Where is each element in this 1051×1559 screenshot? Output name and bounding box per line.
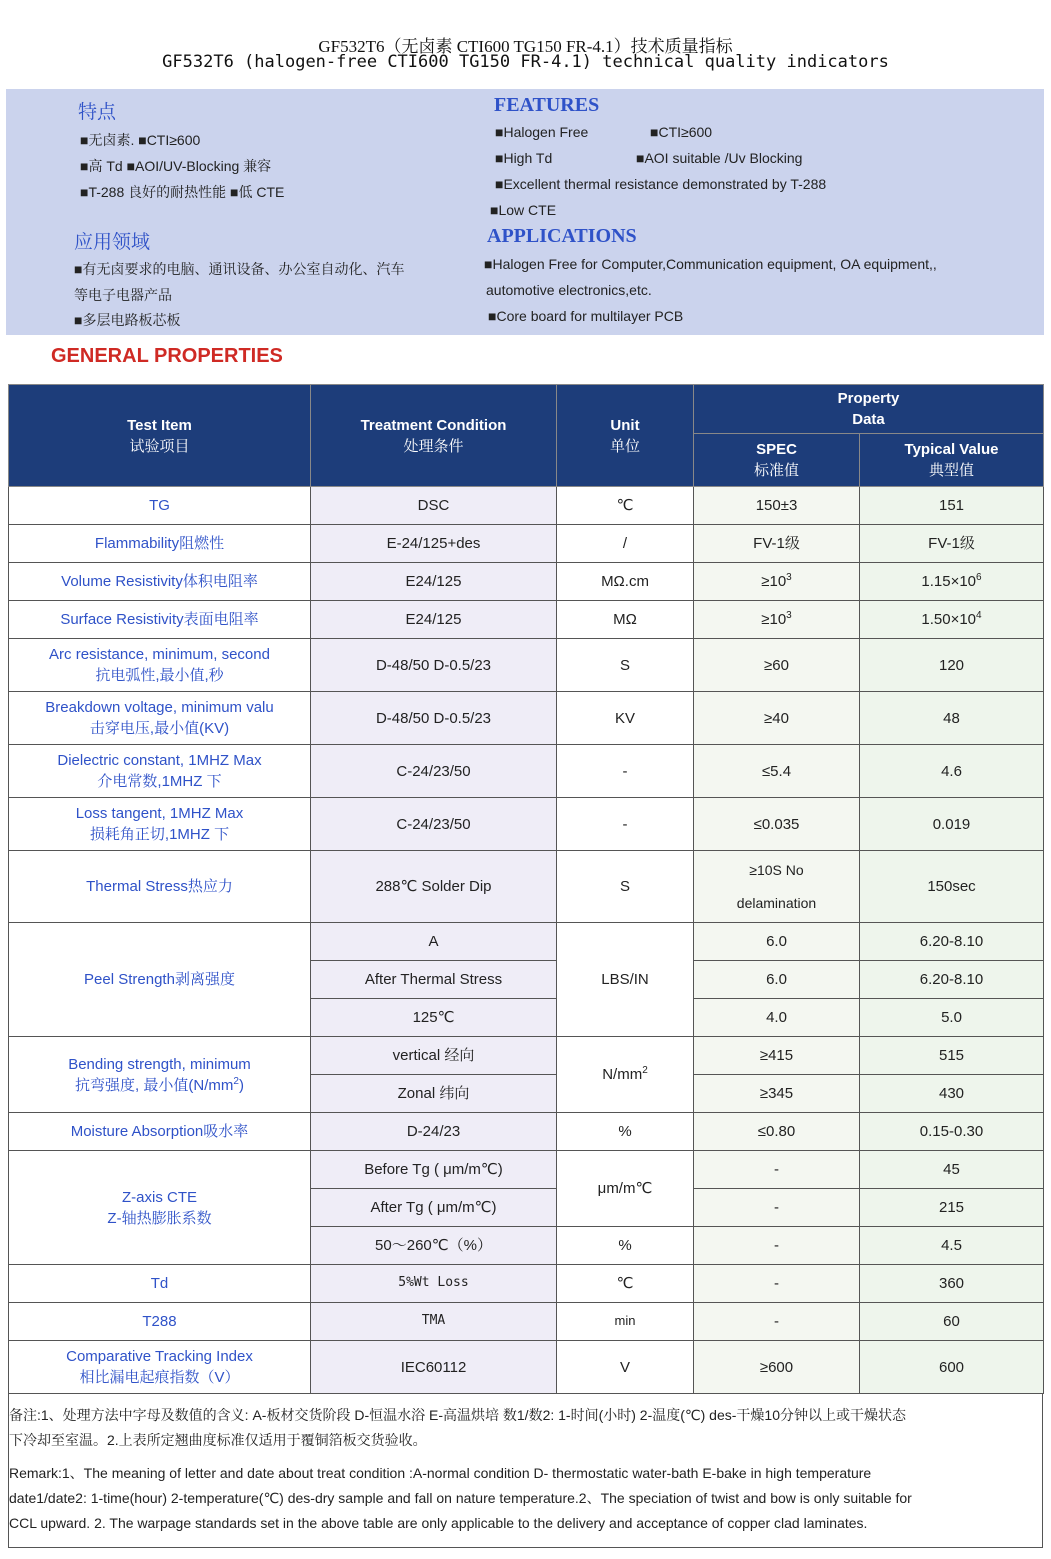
remark-en-line: date1/date2: 1-time(hour) 2-temperature(℃) des-dry sample and fall on nature temperature.2、The speciation of twist and bow is only suitable for <box>9 1490 912 1506</box>
cell-item: Arc resistance, minimum, second 抗电弧性,最小值,秒 <box>9 639 311 692</box>
cell-typical: 4.5 <box>860 1227 1044 1265</box>
cell-typical: 60 <box>860 1303 1044 1341</box>
cell-spec: ≥415 <box>694 1037 860 1075</box>
table-row <box>9 692 1044 745</box>
cell-unit: / <box>557 525 694 563</box>
table-row <box>9 1265 1044 1303</box>
header-unit: Unit 单位 <box>557 385 694 487</box>
features-en-item: ■AOI suitable /Uv Blocking <box>636 150 803 166</box>
cell-condition: E-24/125+des <box>311 525 557 563</box>
remark-en-line: CCL upward. 2. The warpage standards set in the above table are only applicable to the delivery and acceptance of copper clad laminates. <box>9 1515 868 1531</box>
cell-unit: MΩ <box>557 601 694 639</box>
cell-spec: - <box>694 1303 860 1341</box>
cell-condition: DSC <box>311 487 557 525</box>
features-en-item: ■Halogen Free <box>495 124 589 140</box>
cell-spec: - <box>694 1227 860 1265</box>
cell-typical: 4.6 <box>860 745 1044 798</box>
cell-unit: % <box>557 1113 694 1151</box>
cell-condition: TMA <box>311 1303 557 1341</box>
cell-item: Comparative Tracking Index 相比漏电起痕指数（V） <box>9 1341 311 1394</box>
cell-condition: 125℃ <box>311 999 557 1037</box>
cell-typical: 0.15-0.30 <box>860 1113 1044 1151</box>
features-en-item: ■Excellent thermal resistance demonstrated by T-288 <box>495 176 827 192</box>
header-property-data: Property Data <box>694 385 1044 434</box>
features-en-item: ■High Td <box>495 150 553 166</box>
header-test-item: Test Item 试验项目 <box>9 385 311 487</box>
cell-spec: $\ge 10^3$ <box>694 563 860 601</box>
cell-condition: D-48/50 D-0.5/23 <box>311 692 557 745</box>
cell-typical: $1.15\times 10^6$ <box>860 563 1044 601</box>
cell-spec: ≥40 <box>694 692 860 745</box>
cell-unit: % <box>557 1227 694 1265</box>
cell-condition: After Tg ( μm/m℃) <box>311 1189 557 1227</box>
cell-spec: FV-1级 <box>694 525 860 563</box>
features-heading-cn: 特点 <box>78 101 117 123</box>
cell-item: Td <box>9 1265 311 1303</box>
cell-spec: 4.0 <box>694 999 860 1037</box>
table-row <box>9 1303 1044 1341</box>
cell-typical: 151 <box>860 487 1044 525</box>
cell-typical: 6.20-8.10 <box>860 961 1044 999</box>
features-heading-en: FEATURES <box>494 94 600 116</box>
applications-heading-en: APPLICATIONS <box>487 225 637 247</box>
table-row <box>9 487 1044 525</box>
cell-condition: After Thermal Stress <box>311 961 557 999</box>
applications-cn-line: 等电子电器产品 <box>74 287 172 303</box>
cell-item: Flammability阻燃性 <box>9 525 311 563</box>
features-panel <box>6 89 1044 335</box>
cell-typical: $1.50\times 10^4$ <box>860 601 1044 639</box>
cell-item: Bending strength, minimum 抗弯强度, 最小值$(N/mm^2)$ <box>9 1037 311 1113</box>
cell-condition: C-24/23/50 <box>311 745 557 798</box>
cell-condition: 5%Wt Loss <box>311 1265 557 1303</box>
cell-item: TG <box>9 487 311 525</box>
cell-spec: ≥10S No delamination <box>694 851 860 923</box>
features-en-item: ■Low CTE <box>490 202 557 218</box>
features-cn-line: ■无卤素. ■CTI≥600 <box>80 132 201 148</box>
cell-unit: ℃ <box>557 1265 694 1303</box>
cell-unit: $N/mm^2$ <box>557 1037 694 1113</box>
cell-condition: vertical 经向 <box>311 1037 557 1075</box>
header-spec: SPEC 标准值 <box>694 434 860 487</box>
applications-heading-cn: 应用领域 <box>74 231 151 253</box>
properties-table <box>8 384 1044 1394</box>
table-row <box>9 525 1044 563</box>
applications-cn-line: ■多层电路板芯板 <box>74 312 181 328</box>
cell-typical: 5.0 <box>860 999 1044 1037</box>
cell-spec: ≤5.4 <box>694 745 860 798</box>
cell-unit: min <box>557 1303 694 1341</box>
cell-spec: ≥345 <box>694 1075 860 1113</box>
table-row <box>9 1341 1044 1394</box>
cell-spec: $\ge 10^3$ <box>694 601 860 639</box>
remark-en-line: Remark:1、The meaning of letter and date about treat condition :A-normal condition D- thermostatic water-bath E-bake in high temperature <box>9 1465 872 1481</box>
cell-typical: 6.20-8.10 <box>860 923 1044 961</box>
cell-typical: 45 <box>860 1151 1044 1189</box>
features-cn-line: ■T-288 良好的耐热性能 ■低 CTE <box>80 184 285 200</box>
cell-typical: 0.019 <box>860 798 1044 851</box>
cell-spec: 150±3 <box>694 487 860 525</box>
remarks-box <box>8 1393 1043 1548</box>
cell-condition: C-24/23/50 <box>311 798 557 851</box>
cell-item: Volume Resistivity体积电阻率 <box>9 563 311 601</box>
cell-unit: KV <box>557 692 694 745</box>
general-properties-title: GENERAL PROPERTIES <box>51 345 283 367</box>
remark-cn-line: 下冷却至室温。2.上表所定翘曲度标准仅适用于覆铜箔板交货验收。 <box>9 1432 427 1448</box>
cell-item: Loss tangent, 1MHZ Max 损耗角正切,1MHZ 下 <box>9 798 311 851</box>
table-row <box>9 639 1044 692</box>
cell-typical: 120 <box>860 639 1044 692</box>
cell-typical: 430 <box>860 1075 1044 1113</box>
cell-unit: LBS/IN <box>557 923 694 1037</box>
cell-item: T288 <box>9 1303 311 1341</box>
cell-condition: Zonal 纬向 <box>311 1075 557 1113</box>
cell-spec: 6.0 <box>694 961 860 999</box>
table-row <box>9 798 1044 851</box>
table-row <box>9 851 1044 923</box>
cell-unit: - <box>557 745 694 798</box>
features-en-item: ■CTI≥600 <box>650 124 713 140</box>
cell-typical: 48 <box>860 692 1044 745</box>
cell-condition: E24/125 <box>311 563 557 601</box>
cell-condition: 288℃ Solder Dip <box>311 851 557 923</box>
cell-condition: E24/125 <box>311 601 557 639</box>
table-row <box>9 601 1044 639</box>
cell-condition: A <box>311 923 557 961</box>
cell-typical: 215 <box>860 1189 1044 1227</box>
cell-unit: V <box>557 1341 694 1394</box>
header-condition: Treatment Condition 处理条件 <box>311 385 557 487</box>
cell-condition: Before Tg ( μm/m℃) <box>311 1151 557 1189</box>
cell-item: Surface Resistivity表面电阻率 <box>9 601 311 639</box>
table-row <box>9 1151 1044 1189</box>
cell-spec: - <box>694 1189 860 1227</box>
applications-en-line: ■Core board for multilayer PCB <box>488 308 684 324</box>
cell-unit: μm/m℃ <box>557 1151 694 1227</box>
cell-spec: 6.0 <box>694 923 860 961</box>
cell-typical: 150sec <box>860 851 1044 923</box>
cell-typical: 360 <box>860 1265 1044 1303</box>
cell-item: Dielectric constant, 1MHZ Max 介电常数,1MHZ 下 <box>9 745 311 798</box>
cell-spec: - <box>694 1151 860 1189</box>
cell-spec: ≤0.035 <box>694 798 860 851</box>
remark-cn-line: 备注:1、处理方法中字母及数值的含义: A-板材交货阶段 D-恒温水浴 E-高温烘培 数1/数2: 1-时间(小时) 2-温度(℃) des-干燥10分钟以上或干燥状态 <box>9 1407 906 1423</box>
document-title-chinese: GF532T6（无卤素 CTI600 TG150 FR-4.1）技术质量指标 <box>318 37 733 56</box>
table-row <box>9 1037 1044 1075</box>
cell-typical: FV-1级 <box>860 525 1044 563</box>
table-row <box>9 745 1044 798</box>
cell-condition: D-48/50 D-0.5/23 <box>311 639 557 692</box>
cell-item: Breakdown voltage, minimum valu 击穿电压,最小值(KV) <box>9 692 311 745</box>
cell-typical: 600 <box>860 1341 1044 1394</box>
cell-item: Thermal Stress热应力 <box>9 851 311 923</box>
cell-unit: - <box>557 798 694 851</box>
cell-unit: MΩ.cm <box>557 563 694 601</box>
cell-spec: ≥60 <box>694 639 860 692</box>
cell-spec: ≥600 <box>694 1341 860 1394</box>
cell-condition: D-24/23 <box>311 1113 557 1151</box>
table-row <box>9 1113 1044 1151</box>
cell-unit: S <box>557 851 694 923</box>
cell-condition: 50～260℃（%） <box>311 1227 557 1265</box>
applications-cn-line: ■有无卤要求的电脑、通讯设备、办公室自动化、汽车 <box>74 261 405 277</box>
applications-en-line: ■Halogen Free for Computer,Communication equipment, OA equipment,, <box>484 256 937 272</box>
table-row <box>9 563 1044 601</box>
header-typical: Typical Value 典型值 <box>860 434 1044 487</box>
cell-item: Z-axis CTE Z-轴热膨胀系数 <box>9 1151 311 1265</box>
applications-en-line: automotive electronics,etc. <box>486 282 652 298</box>
table-row <box>9 923 1044 961</box>
cell-unit: ℃ <box>557 487 694 525</box>
cell-spec: ≤0.80 <box>694 1113 860 1151</box>
cell-spec: - <box>694 1265 860 1303</box>
document-title-english: GF532T6 (halogen-free CTI600 TG150 FR-4.1) technical quality indicators <box>162 52 889 72</box>
cell-item: Peel Strength剥离强度 <box>9 923 311 1037</box>
features-cn-line: ■高 Td ■AOI/UV-Blocking 兼容 <box>80 158 272 174</box>
cell-condition: IEC60112 <box>311 1341 557 1394</box>
cell-item: Moisture Absorption吸水率 <box>9 1113 311 1151</box>
cell-unit: S <box>557 639 694 692</box>
cell-typical: 515 <box>860 1037 1044 1075</box>
